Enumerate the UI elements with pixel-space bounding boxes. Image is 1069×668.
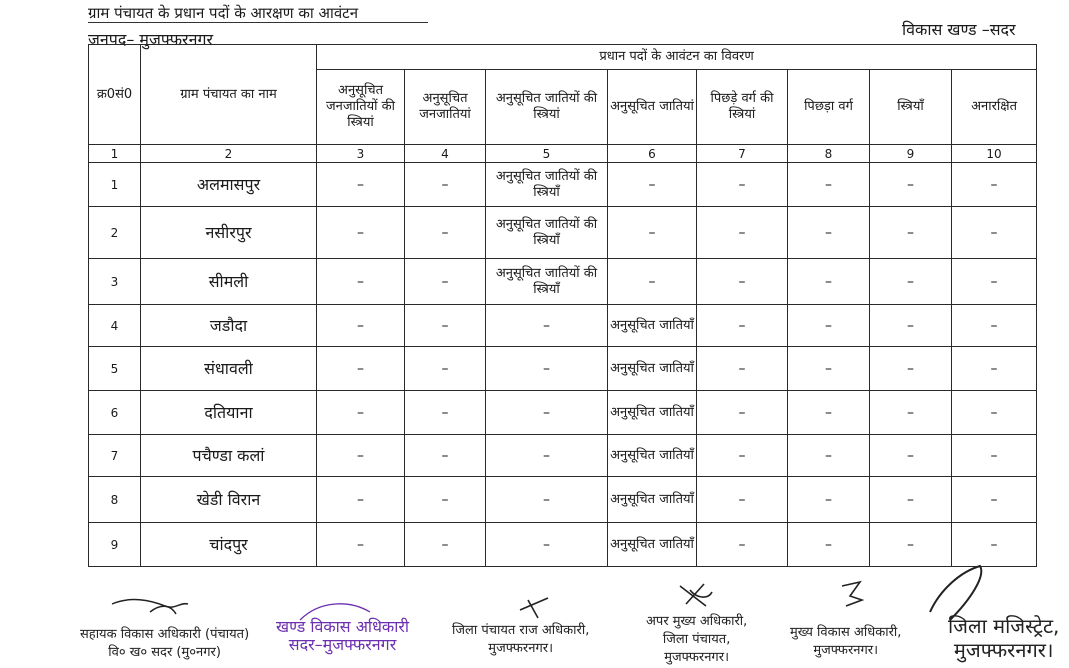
column-header: पिछड़े वर्ग की स्त्रियां: [697, 70, 788, 145]
reservation-cell: –: [697, 259, 788, 305]
reservation-cell: –: [788, 347, 870, 391]
serial-number: 8: [89, 477, 141, 523]
reservation-cell: –: [788, 435, 870, 477]
reservation-cell: –: [788, 305, 870, 347]
reservation-cell: –: [697, 477, 788, 523]
reservation-cell: अनुसूचित जातियों की स्त्रियाँ: [486, 259, 608, 305]
table-row: [89, 163, 1037, 207]
reservation-cell: अनुसूचित जातियों की स्त्रियाँ: [486, 207, 608, 259]
reservation-cell: –: [870, 435, 952, 477]
column-number: 2: [141, 145, 317, 163]
reservation-cell: –: [317, 305, 405, 347]
reservation-cell: –: [486, 523, 608, 567]
signature-assistant-development-officer: सहायक विकास अधिकारी (पंचायत) वि० ख० सदर (मु०नगर): [80, 627, 250, 660]
reservation-cell: –: [405, 305, 486, 347]
column-header: अनारक्षित: [952, 70, 1037, 145]
village-name: संधावली: [141, 347, 317, 391]
reservation-cell: –: [608, 207, 697, 259]
village-name: चांदपुर: [141, 523, 317, 567]
reservation-cell: –: [317, 163, 405, 207]
serial-number: 1: [89, 163, 141, 207]
table-row: [89, 305, 1037, 347]
reservation-cell: –: [697, 435, 788, 477]
reservation-cell: –: [405, 391, 486, 435]
table-row: [89, 477, 1037, 523]
village-name: पचैण्डा कलां: [141, 435, 317, 477]
reservation-cell: –: [952, 207, 1037, 259]
reservation-cell: –: [952, 259, 1037, 305]
reservation-cell: –: [405, 259, 486, 305]
reservation-cell: अनुसूचित जातियों की स्त्रियाँ: [486, 163, 608, 207]
serial-number: 6: [89, 391, 141, 435]
reservation-cell: –: [405, 523, 486, 567]
reservation-cell: –: [788, 259, 870, 305]
village-name: अलमासपुर: [141, 163, 317, 207]
reservation-cell: –: [788, 391, 870, 435]
serial-number: 4: [89, 305, 141, 347]
column-header: अनुसूचित जातियां: [608, 70, 697, 145]
reservation-cell: –: [870, 347, 952, 391]
reservation-cell: –: [486, 347, 608, 391]
serial-number: 9: [89, 523, 141, 567]
reservation-cell: –: [317, 435, 405, 477]
table-row: [89, 347, 1037, 391]
column-header: स्त्रियाँ: [870, 70, 952, 145]
village-name: सीमली: [141, 259, 317, 305]
signature-district-panchayat-raj-officer: जिला पंचायत राज अधिकारी, मुजफ्फरनगर।: [452, 623, 590, 656]
reservation-cell: –: [697, 523, 788, 567]
signature-block-development-officer-stamp: खण्ड विकास अधिकारी सदर–मुजफ्फरनगर: [276, 617, 410, 654]
column-header: अनुसूचित जनजातियां: [405, 70, 486, 145]
reservation-cell: अनुसूचित जातियाँ: [608, 523, 697, 567]
column-number: 1: [89, 145, 141, 163]
reservation-cell: –: [870, 477, 952, 523]
serial-number: 3: [89, 259, 141, 305]
reservation-cell: –: [486, 477, 608, 523]
reservation-cell: –: [317, 391, 405, 435]
column-header: पिछड़ा वर्ग: [788, 70, 870, 145]
reservation-cell: –: [952, 477, 1037, 523]
reservation-cell: अनुसूचित जातियाँ: [608, 305, 697, 347]
reservation-cell: –: [788, 523, 870, 567]
column-header: अनुसूचित जनजातियों की स्त्रियां: [317, 70, 405, 145]
reservation-cell: –: [405, 435, 486, 477]
reservation-cell: –: [788, 163, 870, 207]
column-number: 9: [870, 145, 952, 163]
serial-number: 2: [89, 207, 141, 259]
column-number: 10: [952, 145, 1037, 163]
column-number: 4: [405, 145, 486, 163]
column-number: 8: [788, 145, 870, 163]
reservation-cell: –: [405, 347, 486, 391]
signature-chief-development-officer: मुख्य विकास अधिकारी, मुजफ्फरनगर।: [790, 625, 902, 658]
reservation-cell: –: [870, 523, 952, 567]
signature-district-magistrate: जिला मजिस्ट्रेट, मुजफ्फरनगर।: [948, 614, 1060, 662]
reservation-cell: –: [870, 391, 952, 435]
reservation-cell: –: [952, 435, 1037, 477]
village-name: दतियाना: [141, 391, 317, 435]
group-header: प्रधान पदों के आवंटन का विवरण: [317, 45, 1037, 70]
table-row: [89, 523, 1037, 567]
column-number: 7: [697, 145, 788, 163]
document-title: ग्राम पंचायत के प्रधान पदों के आरक्षण का आवंटन: [88, 4, 359, 22]
reservation-cell: –: [952, 523, 1037, 567]
block-label: विकास खण्ड –सदर: [902, 20, 1016, 39]
table-row: [89, 391, 1037, 435]
name-header: ग्राम पंचायत का नाम: [141, 45, 317, 145]
reservation-cell: –: [317, 347, 405, 391]
reservation-cell: –: [697, 163, 788, 207]
reservation-cell: –: [952, 305, 1037, 347]
reservation-cell: –: [697, 207, 788, 259]
reservation-cell: –: [870, 259, 952, 305]
column-number: 5: [486, 145, 608, 163]
district-label: जनपद– मुजफ्फरनगर: [88, 30, 214, 49]
reservation-cell: –: [697, 391, 788, 435]
serial-number: 5: [89, 347, 141, 391]
village-name: नसीरपुर: [141, 207, 317, 259]
village-name: जडौदा: [141, 305, 317, 347]
table-row: [89, 259, 1037, 305]
reservation-cell: –: [870, 305, 952, 347]
signature-additional-chief-officer: अपर मुख्य अधिकारी, जिला पंचायत, मुजफ्फरनगर।: [646, 614, 748, 665]
reservation-cell: –: [870, 207, 952, 259]
village-name: खेडी विरान: [141, 477, 317, 523]
reservation-cell: –: [317, 523, 405, 567]
reservation-cell: –: [317, 259, 405, 305]
reservation-cell: –: [317, 477, 405, 523]
reservation-cell: –: [952, 163, 1037, 207]
reservation-cell: –: [697, 305, 788, 347]
reservation-cell: –: [788, 477, 870, 523]
table-row: [89, 207, 1037, 259]
reservation-cell: –: [405, 207, 486, 259]
reservation-cell: अनुसूचित जातियाँ: [608, 435, 697, 477]
serial-header: क्र0सं0: [89, 45, 141, 145]
reservation-cell: अनुसूचित जातियाँ: [608, 347, 697, 391]
reservation-cell: –: [608, 259, 697, 305]
table-row: [89, 435, 1037, 477]
column-header: अनुसूचित जातियों की स्त्रियां: [486, 70, 608, 145]
reservation-cell: –: [486, 305, 608, 347]
reservation-table: [88, 44, 1037, 567]
reservation-cell: –: [486, 391, 608, 435]
reservation-cell: –: [952, 391, 1037, 435]
title-underline: [88, 22, 428, 23]
reservation-cell: अनुसूचित जातियाँ: [608, 477, 697, 523]
serial-number: 7: [89, 435, 141, 477]
reservation-cell: –: [952, 347, 1037, 391]
reservation-cell: –: [486, 435, 608, 477]
reservation-cell: –: [608, 163, 697, 207]
reservation-cell: अनुसूचित जातियाँ: [608, 391, 697, 435]
reservation-cell: –: [870, 163, 952, 207]
column-number: 6: [608, 145, 697, 163]
column-number: 3: [317, 145, 405, 163]
reservation-cell: –: [405, 477, 486, 523]
reservation-cell: –: [697, 347, 788, 391]
reservation-cell: –: [405, 163, 486, 207]
reservation-cell: –: [788, 207, 870, 259]
reservation-cell: –: [317, 207, 405, 259]
